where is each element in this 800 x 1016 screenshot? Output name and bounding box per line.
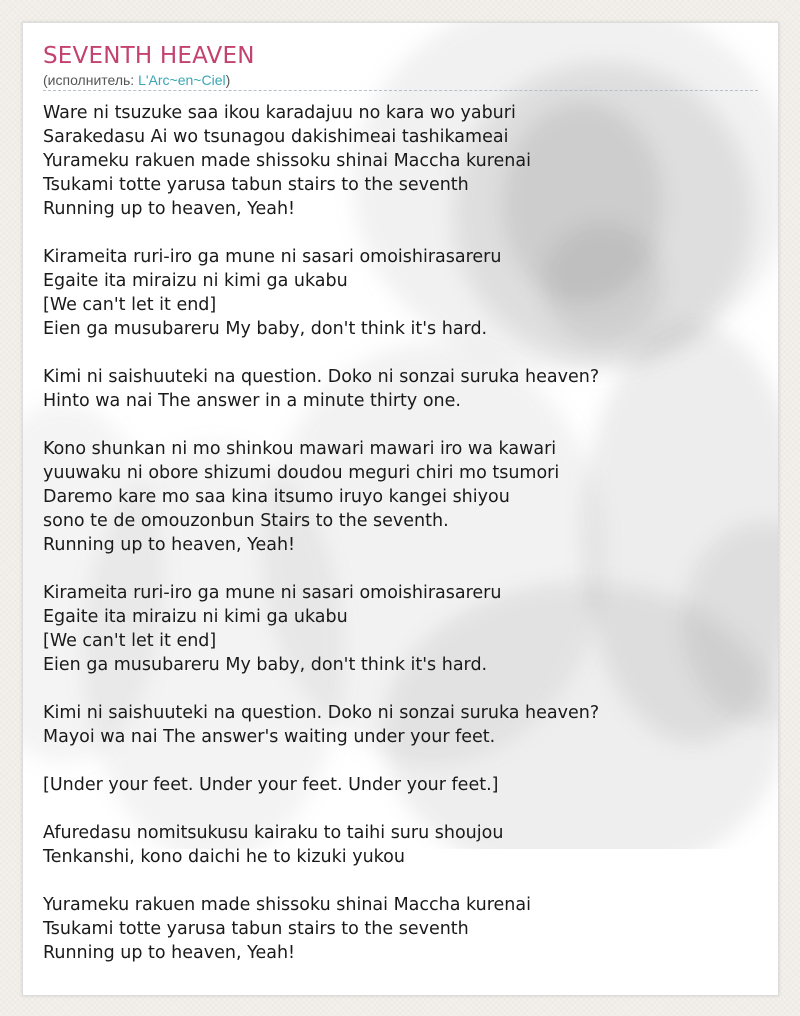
lyric-line: Egaite ita miraizu ni kimi ga ukabu: [43, 607, 348, 627]
artist-credit: [43, 71, 230, 89]
lyric-line: Kirameita ruri-iro ga mune ni sasari omoishirasareru: [43, 247, 502, 267]
lyrics-stanza: [43, 773, 758, 797]
lyric-line: Running up to heaven, Yeah!: [43, 943, 296, 963]
lyrics-stanza: [43, 437, 758, 557]
lyric-line: Daremo kare mo saa kina itsumo iruyo kangei shiyou: [43, 487, 510, 507]
lyric-line: Ware ni tsuzuke saa ikou karadajuu no kara wo yaburi: [43, 103, 516, 123]
song-title: SEVENTH HEAVEN: [43, 43, 255, 69]
title-divider: [43, 90, 758, 91]
lyric-line: Yurameku rakuen made shissoku shinai Maccha kurenai: [43, 895, 531, 915]
lyric-line: [We can't let it end]: [43, 295, 217, 315]
lyric-line: Egaite ita miraizu ni kimi ga ukabu: [43, 271, 348, 291]
lyric-line: Running up to heaven, Yeah!: [43, 199, 296, 219]
lyric-line: [We can't let it end]: [43, 631, 217, 651]
lyric-line: Eien ga musubareru My baby, don't think it's hard.: [43, 319, 488, 339]
lyrics-stanza: [43, 701, 758, 749]
artist-prefix: (исполнитель:: [43, 72, 139, 88]
lyric-line: Tenkanshi, kono daichi he to kizuki yukou: [43, 847, 405, 867]
lyric-line: Tsukami totte yarusa tabun stairs to the seventh: [43, 919, 469, 939]
lyric-line: Yurameku rakuen made shissoku shinai Maccha kurenai: [43, 151, 531, 171]
lyric-line: yuuwaku ni obore shizumi doudou meguri chiri mo tsumori: [43, 463, 560, 483]
lyric-line: Tsukami totte yarusa tabun stairs to the seventh: [43, 175, 469, 195]
lyrics-stanza: [43, 581, 758, 677]
artist-suffix: ): [225, 72, 231, 88]
lyrics-stanza: [43, 821, 758, 869]
lyric-line: Mayoi wa nai The answer's waiting under your feet.: [43, 727, 496, 747]
lyric-line: sono te de omouzonbun Stairs to the seventh.: [43, 511, 449, 531]
lyrics-stanza: [43, 893, 758, 965]
lyric-line: Sarakedasu Ai wo tsunagou dakishimeai tashikameai: [43, 127, 509, 147]
lyrics-stanza: [43, 365, 758, 413]
lyric-line: [Under your feet. Under your feet. Under your feet.]: [43, 775, 499, 795]
lyric-line: Eien ga musubareru My baby, don't think it's hard.: [43, 655, 488, 675]
lyric-line: Kirameita ruri-iro ga mune ni sasari omoishirasareru: [43, 583, 502, 603]
lyric-line: Kimi ni saishuuteki na question. Doko ni sonzai suruka heaven?: [43, 703, 600, 723]
lyrics-card: [22, 22, 779, 996]
lyrics-stanza: [43, 101, 758, 221]
lyric-line: Kimi ni saishuuteki na question. Doko ni sonzai suruka heaven?: [43, 367, 600, 387]
lyric-line: Hinto wa nai The answer in a minute thirty one.: [43, 391, 461, 411]
lyric-line: Running up to heaven, Yeah!: [43, 535, 296, 555]
lyric-line: Kono shunkan ni mo shinkou mawari mawari iro wa kawari: [43, 439, 557, 459]
lyrics-body: [43, 101, 758, 989]
artist-link[interactable]: L'Arc~en~Ciel: [138, 72, 226, 88]
lyric-line: Afuredasu nomitsukusu kairaku to taihi suru shoujou: [43, 823, 504, 843]
lyrics-stanza: [43, 245, 758, 341]
